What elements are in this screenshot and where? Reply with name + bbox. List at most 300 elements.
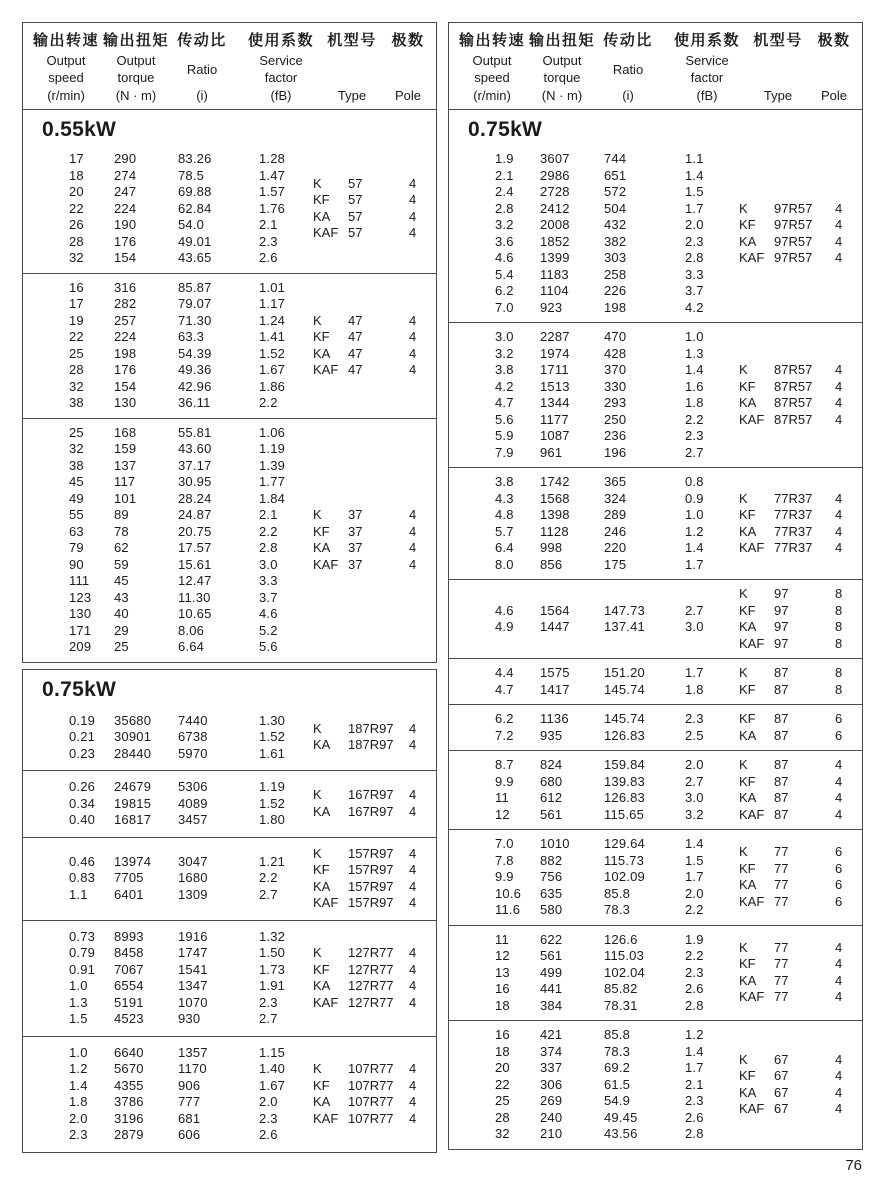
data-cell: 4355	[114, 1077, 144, 1093]
data-cell: 0.46	[69, 853, 96, 869]
type-prefix: K	[313, 312, 322, 328]
type-prefix: KF	[313, 1077, 330, 1093]
data-cell: 196	[604, 444, 627, 460]
pole-value: 4	[409, 1094, 417, 1109]
type-prefix: KA	[313, 878, 331, 894]
data-cell: 4.6	[495, 602, 514, 618]
data-cell: 316	[114, 279, 137, 295]
type-row	[739, 395, 862, 412]
data-cell: 1747	[178, 945, 208, 960]
data-cell: 20	[69, 184, 84, 199]
data-cell: 612	[540, 790, 563, 805]
header-cell	[817, 29, 850, 103]
type-prefix: KF	[739, 602, 756, 618]
data-cell: 4.7	[495, 681, 514, 697]
type-model: 87R57	[774, 411, 813, 427]
type-model: 157R97	[348, 878, 394, 894]
header-label-en: Output	[116, 52, 156, 68]
data-cell: 240	[540, 1109, 563, 1125]
data-cell: 3.7	[685, 283, 704, 298]
type-row	[739, 603, 862, 620]
type-prefix: K	[313, 507, 322, 522]
header-label-zh: 传动比	[177, 32, 227, 49]
pole-value: 4	[835, 1051, 843, 1067]
header-unit: (r/min)	[473, 87, 511, 103]
type-list	[739, 665, 862, 698]
type-model: 157R97	[348, 895, 394, 910]
data-cell: 7705	[114, 870, 144, 886]
data-cell: 1.2	[69, 1061, 88, 1076]
data-cell: 1.15	[259, 1044, 286, 1060]
data-cell: 2.7	[259, 886, 278, 902]
pole-value: 6	[835, 844, 843, 860]
pole-value: 4	[835, 773, 843, 789]
data-cell: 572	[604, 184, 627, 199]
data-block	[449, 322, 862, 467]
type-prefix: KAF	[313, 1110, 339, 1126]
data-block	[449, 658, 862, 704]
type-model: 87	[774, 727, 789, 743]
data-cell: 1.86	[259, 378, 286, 394]
type-model: 87	[774, 773, 789, 789]
pole-value: 4	[409, 362, 417, 377]
data-cell: 1070	[178, 994, 208, 1010]
data-cell: 154	[114, 250, 137, 265]
data-cell: 19815	[114, 795, 152, 811]
type-prefix: KAF	[739, 540, 765, 555]
type-model: 167R97	[348, 787, 394, 803]
data-cell: 8.7	[495, 757, 514, 772]
type-prefix: K	[739, 362, 748, 377]
data-cell: 1.73	[259, 961, 286, 977]
data-cell: 337	[540, 1060, 563, 1075]
data-cell: 1974	[540, 345, 570, 361]
data-cell: 18	[495, 997, 510, 1013]
data-cell: 1347	[178, 978, 208, 993]
data-cell: 32	[69, 441, 84, 456]
type-model: 37	[348, 540, 363, 555]
data-cell: 1.40	[259, 1061, 286, 1076]
data-cell: 1447	[540, 619, 570, 634]
pole-value: 4	[409, 787, 417, 803]
data-cell: 2.3	[685, 711, 704, 726]
data-cell: 2.6	[685, 1109, 704, 1125]
data-cell: 1.77	[259, 474, 286, 489]
pole-value: 4	[835, 956, 843, 972]
data-cell: 115.73	[604, 852, 644, 868]
data-cell: 126.83	[604, 790, 645, 805]
header-label-en: factor	[690, 70, 724, 86]
pole-value: 8	[835, 665, 843, 680]
data-cell: 330	[604, 378, 627, 394]
data-cell: 85.87	[178, 279, 212, 295]
header-cell	[248, 29, 314, 103]
data-cell: 20.75	[178, 523, 212, 539]
data-cell: 3.2	[495, 217, 514, 232]
type-row	[313, 192, 436, 209]
type-prefix: KA	[739, 877, 757, 893]
data-cell: 151.20	[604, 665, 645, 680]
data-cell: 1.47	[259, 167, 286, 183]
data-cell: 1010	[540, 836, 570, 851]
type-model: 87R57	[774, 362, 813, 377]
type-prefix: KF	[739, 507, 756, 522]
pole-value: 4	[835, 1101, 843, 1117]
type-prefix: KF	[313, 961, 330, 977]
data-cell: 54.0	[178, 217, 205, 232]
data-cell: 126.6	[604, 931, 638, 947]
header-unit: Pole	[820, 88, 848, 103]
type-row	[739, 507, 862, 524]
data-cell: 1136	[540, 711, 569, 726]
data-cell: 0.34	[69, 795, 96, 811]
data-cell: 79.07	[178, 296, 212, 311]
header-label-en: Output	[46, 52, 86, 68]
data-cell: 4089	[178, 795, 208, 811]
data-cell: 2.2	[685, 948, 704, 963]
type-row	[739, 636, 862, 653]
data-cell: 4.7	[495, 395, 514, 410]
pole-value: 4	[835, 217, 843, 232]
data-cell: 1398	[540, 507, 570, 522]
data-cell: 43.60	[178, 441, 212, 456]
type-model: 97R57	[774, 250, 813, 265]
type-model: 87	[774, 806, 789, 822]
data-cell: 441	[540, 981, 563, 996]
type-model: 167R97	[348, 803, 394, 819]
type-model: 67	[774, 1101, 789, 1117]
data-cell: 3196	[114, 1110, 144, 1126]
data-cell: 635	[540, 885, 563, 901]
data-cell: 11	[495, 931, 509, 947]
data-cell: 29	[114, 622, 129, 638]
pole-value: 4	[835, 1084, 843, 1100]
type-prefix: K	[739, 200, 748, 216]
data-cell: 1.5	[69, 1011, 88, 1026]
data-cell: 4.4	[495, 665, 514, 680]
type-list	[313, 151, 436, 267]
data-cell: 4.9	[495, 619, 514, 634]
data-cell: 1575	[540, 665, 570, 680]
data-cell: 168	[114, 424, 137, 440]
data-cell: 36.11	[178, 395, 211, 410]
pole-value: 4	[835, 233, 843, 249]
data-rows	[69, 779, 313, 829]
data-cell: 18	[495, 1043, 510, 1059]
data-cell: 756	[540, 869, 563, 884]
data-cell: 8458	[114, 945, 144, 960]
data-cell: 324	[604, 490, 627, 506]
data-cell: 25	[69, 345, 84, 361]
pole-value: 8	[835, 602, 843, 618]
type-row	[739, 619, 862, 636]
data-cell: 7.2	[495, 727, 514, 743]
data-cell: 1742	[540, 474, 570, 489]
pole-value: 4	[409, 737, 417, 753]
data-cell: 5.2	[259, 622, 278, 638]
header-label-en: torque	[543, 70, 581, 86]
data-cell: 1.39	[259, 457, 286, 473]
header-label-zh: 极数	[391, 32, 425, 49]
data-cell: 2.2	[259, 395, 278, 410]
data-cell: 384	[540, 997, 563, 1013]
data-cell: 5.6	[259, 639, 278, 654]
data-cell: 0.91	[69, 961, 96, 977]
data-cell: 1.21	[259, 853, 286, 869]
data-cell: 28.24	[178, 490, 212, 506]
data-cell: 6640	[114, 1044, 144, 1060]
header-label-zh: 传动比	[603, 32, 653, 49]
data-cell: 10.65	[178, 606, 212, 621]
data-cell: 246	[604, 523, 627, 539]
data-cell: 1.6	[685, 378, 704, 394]
header-unit: (N · m)	[541, 87, 583, 103]
type-row	[739, 1101, 862, 1118]
data-cell: 0.9	[685, 490, 704, 506]
data-cell: 651	[604, 167, 627, 183]
data-cell: 2.4	[495, 184, 514, 199]
data-cell: 2.3	[685, 1093, 704, 1108]
data-cell: 1.1	[69, 886, 88, 902]
data-cell: 20	[495, 1060, 510, 1075]
data-cell: 0.73	[69, 928, 96, 944]
data-cell: 2.6	[685, 981, 704, 996]
data-cell: 824	[540, 757, 563, 772]
data-cell: 0.23	[69, 745, 96, 761]
type-list	[739, 1027, 862, 1143]
type-prefix: KAF	[739, 250, 765, 265]
data-cell: 1.3	[69, 994, 88, 1010]
data-cell: 744	[604, 151, 627, 166]
data-cell: 1104	[540, 283, 569, 298]
data-cell: 1.7	[685, 665, 704, 680]
data-cell: 1916	[178, 928, 208, 944]
type-model: 87	[774, 757, 789, 772]
data-cell: 7440	[178, 712, 208, 728]
data-cell: 16817	[114, 812, 152, 827]
type-prefix: KA	[313, 1094, 331, 1109]
type-row	[739, 379, 862, 396]
type-model: 97	[774, 619, 789, 634]
data-cell: 3786	[114, 1094, 144, 1109]
type-row	[313, 346, 436, 363]
data-cell: 4523	[114, 1011, 144, 1026]
type-prefix: KF	[739, 773, 756, 789]
data-cell: 43	[114, 589, 129, 605]
pole-value: 4	[835, 411, 843, 427]
header-unit: (N · m)	[115, 87, 157, 103]
pole-value: 4	[409, 895, 417, 910]
pole-value: 4	[409, 329, 417, 344]
data-cell: 15.61	[178, 556, 212, 572]
data-cell: 11.6	[495, 902, 521, 917]
header-label-en: Output	[542, 52, 582, 68]
data-block	[23, 418, 436, 662]
data-cell: 198	[604, 299, 627, 315]
type-list	[739, 329, 862, 461]
data-cell: 1852	[540, 233, 570, 249]
type-row	[313, 225, 436, 242]
data-cell: 1.9	[495, 151, 514, 166]
type-model: 107R77	[348, 1061, 394, 1076]
data-cell: 2.2	[259, 870, 278, 886]
data-cell: 1.01	[259, 279, 286, 295]
type-row	[313, 945, 436, 962]
type-model: 187R97	[348, 720, 394, 736]
type-model: 77	[774, 989, 789, 1005]
data-rows	[495, 932, 739, 1015]
data-cell: 998	[540, 540, 563, 555]
pole-value: 4	[409, 1110, 417, 1126]
type-model: 97	[774, 635, 789, 651]
data-cell: 55.81	[178, 424, 212, 440]
table-header	[22, 22, 437, 110]
data-block	[449, 1020, 862, 1149]
type-row	[739, 1068, 862, 1085]
data-cell: 428	[604, 345, 627, 361]
pole-value: 6	[835, 860, 843, 876]
data-cell: 3.0	[685, 619, 704, 634]
data-cell: 2.1	[259, 217, 278, 232]
type-prefix: K	[313, 1061, 322, 1076]
type-row	[739, 877, 862, 894]
data-cell: 22	[69, 329, 84, 344]
type-prefix: KAF	[739, 1101, 765, 1117]
data-cell: 3.7	[259, 589, 278, 605]
type-prefix: KF	[739, 860, 756, 876]
type-prefix: KAF	[313, 225, 339, 241]
data-cell: 1.91	[259, 978, 286, 993]
type-model: 67	[774, 1068, 789, 1084]
data-cell: 470	[604, 329, 627, 344]
data-block	[449, 579, 862, 658]
data-cell: 159.84	[604, 757, 645, 772]
pole-value: 4	[409, 345, 417, 361]
data-cell: 1.57	[259, 184, 286, 199]
header-unit: (i)	[196, 88, 208, 103]
pole-value: 4	[409, 556, 417, 572]
data-cell: 2412	[540, 200, 570, 216]
type-model: 97R57	[774, 233, 813, 249]
type-model: 127R77	[348, 994, 394, 1010]
type-model: 77R37	[774, 523, 813, 539]
pole-value: 4	[835, 1068, 843, 1084]
type-row	[313, 737, 436, 754]
data-cell: 5.9	[495, 428, 514, 443]
pole-value: 4	[835, 523, 843, 539]
data-cell: 130	[69, 606, 92, 621]
data-cell: 145.74	[604, 681, 645, 697]
data-cell: 561	[540, 806, 563, 822]
data-rows	[69, 929, 313, 1028]
header-cell	[103, 29, 169, 103]
page-number: 76	[845, 1157, 862, 1174]
data-cell: 78.5	[178, 167, 205, 183]
pole-value: 8	[835, 635, 843, 651]
data-cell: 43.65	[178, 250, 212, 265]
data-cell: 25	[495, 1093, 510, 1108]
data-cell: 12.47	[178, 573, 212, 588]
data-cell: 4.2	[495, 378, 514, 394]
header-cell	[177, 29, 227, 103]
type-row	[313, 313, 436, 330]
type-prefix: KAF	[739, 893, 765, 909]
type-prefix: KF	[739, 956, 756, 972]
data-cell: 1.1	[685, 151, 704, 166]
type-prefix: K	[739, 490, 748, 506]
type-prefix: KAF	[313, 994, 339, 1010]
type-list	[313, 929, 436, 1028]
type-model: 97	[774, 602, 789, 618]
data-rows	[495, 474, 739, 573]
data-cell: 1177	[540, 411, 569, 427]
data-cell: 102.04	[604, 964, 645, 980]
data-cell: 79	[69, 540, 84, 555]
data-cell: 777	[178, 1094, 201, 1109]
data-cell: 1.0	[69, 978, 88, 993]
data-cell: 2.1	[685, 1076, 704, 1092]
type-model: 77	[774, 860, 789, 876]
data-cell: 1.50	[259, 945, 286, 960]
type-row	[313, 362, 436, 379]
data-cell: 22	[495, 1076, 510, 1092]
type-model: 127R77	[348, 978, 394, 993]
data-cell: 2.8	[495, 200, 514, 216]
header-unit: Type	[337, 88, 367, 103]
data-cell: 258	[604, 266, 627, 282]
data-cell: 10.6	[495, 885, 522, 901]
type-model: 77	[774, 893, 789, 909]
data-cell: 365	[604, 474, 627, 489]
data-cell: 7.8	[495, 852, 514, 868]
power-label: 0.75kW	[42, 677, 117, 701]
data-cell: 2879	[114, 1127, 144, 1142]
data-cell: 1.0	[685, 507, 704, 522]
power-label: 0.75kW	[468, 118, 543, 141]
type-model: 47	[348, 345, 363, 361]
data-cell: 11	[495, 790, 509, 805]
data-cell: 2.3	[259, 233, 278, 249]
header-label-en: speed	[48, 70, 84, 86]
type-model: 77	[774, 877, 789, 893]
type-prefix: K	[739, 586, 748, 601]
type-list	[313, 846, 436, 912]
data-cell: 499	[540, 964, 563, 980]
data-cell: 78.31	[604, 997, 638, 1013]
data-cell: 1.4	[685, 540, 704, 555]
data-cell: 2.3	[685, 964, 704, 980]
data-cell: 210	[540, 1126, 563, 1141]
data-cell: 1.19	[259, 779, 286, 794]
type-list	[739, 757, 862, 823]
type-model: 87	[774, 711, 789, 726]
data-cell: 4.6	[495, 250, 514, 265]
data-cell: 1.8	[685, 681, 704, 697]
pole-value: 4	[409, 845, 417, 861]
header-label-zh: 使用系数	[247, 32, 315, 49]
data-cell: 3.0	[259, 556, 278, 572]
data-cell: 370	[604, 362, 627, 377]
pole-value: 8	[835, 681, 843, 697]
data-cell: 6401	[114, 886, 144, 902]
data-cell: 6.4	[495, 540, 514, 555]
data-cell: 54.9	[604, 1093, 631, 1108]
data-cell: 2.3	[69, 1127, 88, 1142]
header-unit: (fB)	[270, 87, 292, 103]
type-row	[313, 787, 436, 804]
data-cell: 55	[69, 507, 84, 522]
type-model: 47	[348, 329, 363, 344]
